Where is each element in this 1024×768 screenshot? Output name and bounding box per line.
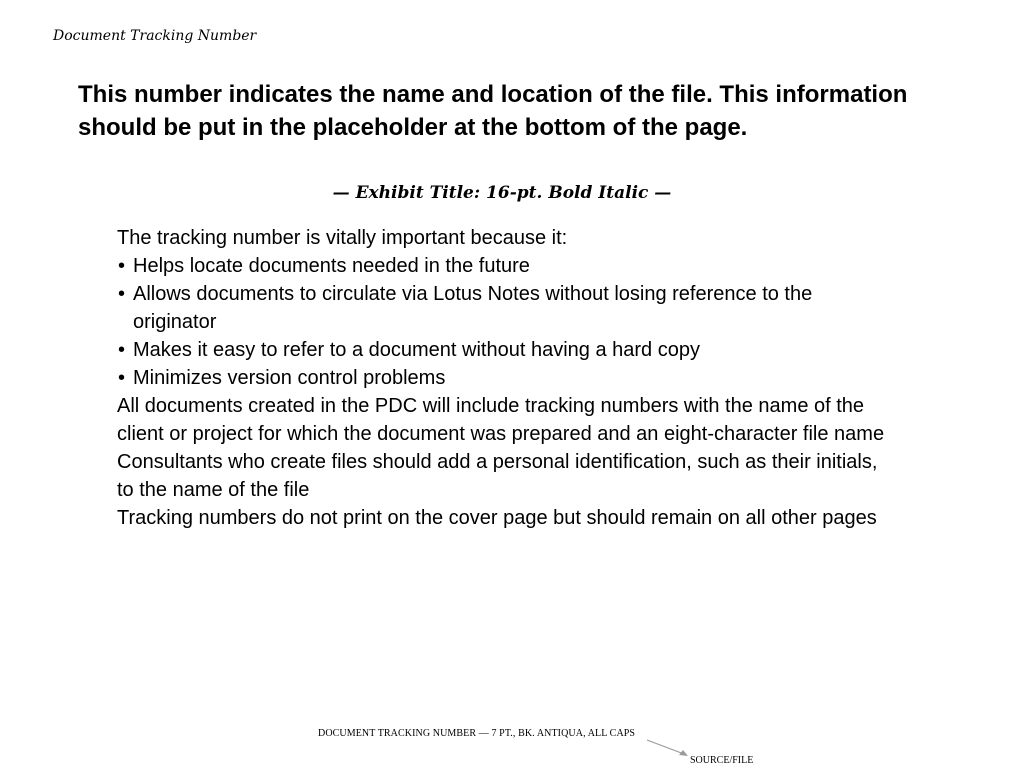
footer-note: DOCUMENT TRACKING NUMBER — 7 PT., BK. ANTIQUA, ALL CAPS — [318, 728, 636, 739]
bullet-icon: • — [118, 283, 126, 305]
bullet-icon: • — [118, 255, 126, 277]
bullet-icon: • — [118, 367, 126, 389]
bullet-text: Minimizes version control problems — [133, 367, 446, 389]
list-item — [117, 280, 892, 336]
intro-text: The tracking number is vitally important because it: — [117, 227, 568, 249]
arrow-icon — [646, 737, 690, 759]
paragraph: Tracking numbers do not print on the cover page but should remain on all other pages — [117, 507, 877, 529]
section-label: Document Tracking Number — [53, 28, 257, 44]
paragraph: Consultants who create files should add a personal identification, such as their initials, to the name of the file — [117, 451, 878, 501]
bullet-text: Makes it easy to refer to a document without having a hard copy — [133, 339, 700, 361]
list-item — [117, 252, 892, 280]
headline: This number indicates the name and location of the file. This information should be put in the placeholder at the bottom of the page. — [78, 81, 908, 141]
list-item — [117, 336, 892, 364]
arrow-line — [647, 740, 684, 754]
footer-source: SOURCE/FILE — [690, 755, 754, 766]
body-text — [117, 224, 892, 532]
paragraph: All documents created in the PDC will include tracking numbers with the name of the client or project for which the document was prepared and an eight-character file name — [117, 395, 885, 445]
bullet-icon: • — [118, 339, 126, 361]
bullet-list — [117, 252, 892, 392]
list-item — [117, 364, 892, 392]
bullet-text: Helps locate documents needed in the future — [133, 255, 530, 277]
bullet-text: Allows documents to circulate via Lotus Notes without losing reference to the originator — [133, 283, 813, 333]
exhibit-title: — Exhibit Title: 16-pt. Bold Italic — — [332, 183, 672, 203]
